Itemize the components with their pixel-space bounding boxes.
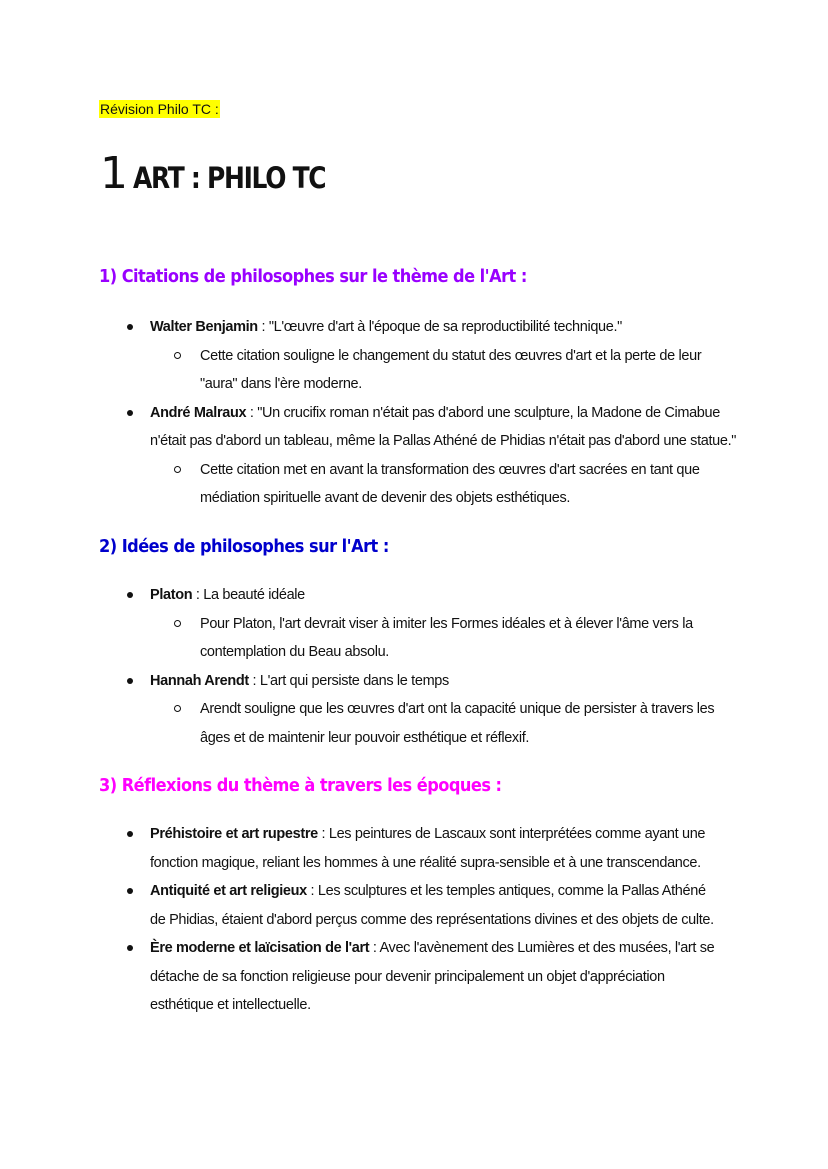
period-name: Antiquité et art religieux: [150, 883, 307, 899]
philosopher-name: André Malraux: [150, 404, 247, 421]
section-heading-reflexions: 3) Réflexions du thème à travers les époques :: [99, 775, 502, 796]
item-text: : Avec l'avènement des Lumières et des musées, l'art se: [369, 940, 715, 956]
section-heading-citations: 1) Citations de philosophes sur le thème de l'Art :: [99, 266, 527, 287]
section-heading-idees: 2) Idées de philosophes sur l'Art :: [99, 536, 389, 557]
item-text: : "Un crucifix roman n'était pas d'abord une sculpture, la Madone de Cimabue: [246, 404, 720, 421]
page-title: [100, 148, 357, 199]
sub-list-item: [0, 456, 720, 513]
revision-label: Révision Philo TC :: [100, 101, 219, 117]
list-item: [0, 313, 740, 342]
item-text: détache de sa fonction religieuse pour devenir principalement un objet d'appréciation: [150, 968, 665, 985]
sub-item-line: Cette citation souligne le changement du statut des œuvres d'art et la perte de leur: [200, 347, 702, 364]
sub-item-line: "aura" dans l'ère moderne.: [200, 376, 362, 392]
item-text: esthétique et intellectuelle.: [150, 997, 311, 1013]
item-text: : La beauté idéale: [192, 587, 305, 603]
item-text: n'était pas d'abord un tableau, même la Pallas Athéné de Phidias n'était pas d'abord une statue.": [150, 433, 737, 449]
list-item: [0, 877, 740, 934]
item-text: : "L'œuvre d'art à l'époque de sa reproductibilité technique.": [257, 319, 622, 335]
philosopher-name: Walter Benjamin: [150, 319, 258, 335]
list-item: [0, 934, 740, 1020]
title-text: ART : PHILO TC: [133, 161, 326, 195]
sub-item-line: Arendt souligne que les œuvres d'art ont la capacité unique de persister à travers les: [200, 701, 715, 717]
idees-list: [0, 581, 828, 752]
period-name: Ère moderne et laïcisation de l'art: [150, 940, 370, 956]
sub-item-line: médiation spirituelle avant de devenir des objets esthétiques.: [200, 490, 571, 506]
list-item: [0, 399, 740, 456]
item-text: fonction magique, reliant les hommes à une réalité supra-sensible et à une transcendance.: [150, 854, 701, 871]
period-name: Préhistoire et art rupestre: [150, 826, 318, 842]
sub-item-line: contemplation du Beau absolu.: [200, 644, 389, 660]
sub-item-line: Cette citation met en avant la transformation des œuvres d'art sacrées en tant que: [200, 461, 700, 478]
philosopher-name: Hannah Arendt: [150, 672, 249, 689]
sub-list-item: [0, 342, 720, 399]
sub-list-item: [0, 695, 720, 752]
list-item: [0, 820, 740, 877]
item-text: : Les peintures de Lascaux sont interprétées comme ayant une: [317, 826, 706, 842]
item-text: de Phidias, étaient d'abord perçus comme des représentations divines et des objets de culte.: [150, 911, 714, 928]
list-item: [0, 667, 740, 696]
sub-item-line: Pour Platon, l'art devrait viser à imiter les Formes idéales et à élever l'âme vers la: [200, 615, 693, 632]
title-number: 1: [100, 148, 127, 199]
citations-list: [0, 313, 828, 513]
list-item: [0, 581, 740, 610]
item-text: : Les sculptures et les temples antiques, comme la Pallas Athéné: [306, 883, 706, 899]
sub-list-item: [0, 610, 720, 667]
sub-item-line: âges et de maintenir leur pouvoir esthétique et réflexif.: [200, 729, 530, 746]
item-text: : L'art qui persiste dans le temps: [248, 672, 449, 689]
philosopher-name: Platon: [150, 587, 193, 603]
reflexions-list: [0, 820, 828, 1020]
